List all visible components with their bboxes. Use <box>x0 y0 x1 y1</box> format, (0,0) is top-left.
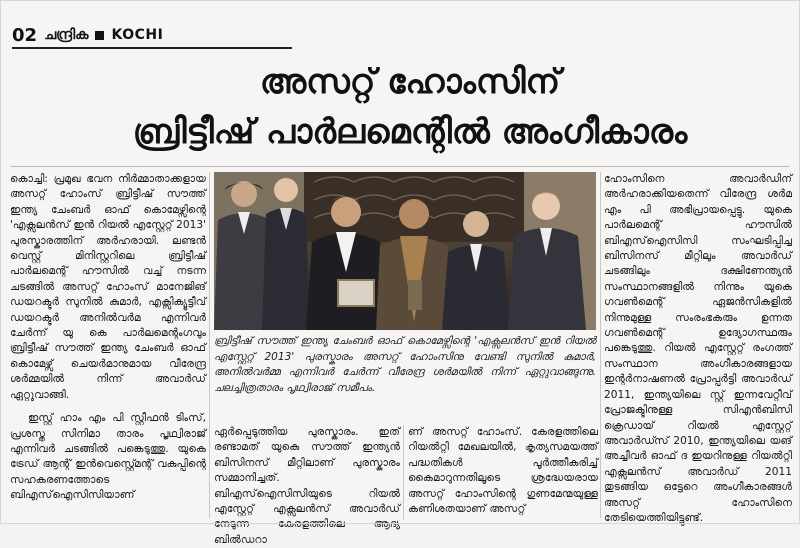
separator-square-icon <box>95 31 104 40</box>
article-column-4 <box>604 172 792 524</box>
column-rule <box>403 425 404 520</box>
article-column-2 <box>214 425 400 546</box>
edition-name: KOCHI <box>111 27 164 43</box>
article-paragraph: ണ് അസറ്റ് ഹോംസ്. കേരളത്തിലെ റിയൽറ്റി മേഖലയിൽ, കൃത്യസമയത്ത് പദ്ധതികൾ പൂർത്തീകരിച്ച് കൈമാറുന്നതിലൂടെ ശ്രദ്ധേയരായ അസറ്റ് ഹോംസിന്റെ ഗുണമേന്മയുള്ള കണിശതയാണ് അസറ്റ് <box>408 426 598 516</box>
article-column-1 <box>10 172 206 518</box>
headline-line-2: ബ്രിട്ടീഷ് പാർലമെന്റിൽ അംഗീകാരം <box>132 112 688 152</box>
photo-caption: ബ്രിട്ടീഷ് സൗത്ത് ഇന്ത്യ ചേംബർ ഓഫ് കൊമേഴ്സിന്റെ 'എക്സലൻസ് ഇൻ റിയൽ എസ്റ്റേറ്റ് 2013' പുരസ്കാരം അസറ്റ് ഹോംസിനു വേണ്ടി സുനിൽ കുമാർ, അനിൽവർമ്മ എന്നിവർ ചേർന്ന് വീരേന്ദ്ര ശർമയിൽ നിന്ന് ഏറ്റുവാങ്ങുന്നു. ചലച്ചിത്രതാരം പൃഥ്വിരാജ് സമീപം. <box>214 335 596 394</box>
article-paragraph: ഹോംസിനെ അവാർഡിന് അർഹരാക്കിയതെന്ന് വീരേന്ദ്ര ശർമ എം പി അഭിപ്രായപ്പെട്ടു. യുകെ പാർലമെന്റ് ഹൗസിൽ ബിഎസ്ഐസിസി സംഘടിപ്പിച്ച ബിസിനസ് മീറ്റിലും അവാർഡ് ചടങ്ങിലും ദക്ഷിണേന്ത്യൻ സംസ്ഥാനങ്ങളിൽ നിന്നും യുകെ ഗവൺമെന്റ് ഏജൻസികളിൽ നിന്നുമുള്ള സംരംഭകരും ഉന്നത ഗവൺമെന്റ് ഉദ്യോഗസ്ഥരും പങ്കെടുത്തു. റിയൽ എസ്റ്റേറ്റ് രംഗത്ത് സംസ്ഥാന അംഗീകാരങ്ങളായ ഇന്റർനാഷണൽ പ്രോപ്പർട്ടി അവാർഡ് 2011, ഇന്ത്യയിലെ സ്റ്റ് ഇന്നവേറ്റീവ് പ്രോജക്ടിനുള്ള സിഎൻബിസി ക്രെഡായ് റിയൽ എസ്റ്റേറ്റ് അവാർഡ്സ് 2010, ഇന്ത്യയിലെ യങ് അച്ചീവർ ഓഫ് ദ ഇയറിനുള്ള റിയൽറ്റി എക്സലൻസ് അവാർഡ് 2011 തുടങ്ങിയ ഒട്ടേറെ അംഗീകാരങ്ങൾ അസറ്റ് ഹോംസിനെ തേടിയെത്തിയിട്ടുണ്ട്. <box>604 173 792 524</box>
column-rule <box>209 172 210 518</box>
headline-line-1: അസറ്റ് ഹോംസിന് <box>259 62 561 102</box>
newspaper-name: ചന്ദ്രിക <box>44 27 89 43</box>
masthead <box>12 24 163 46</box>
article-column-3 <box>408 425 598 520</box>
masthead-rule <box>12 47 292 49</box>
column-rule <box>600 172 601 518</box>
article-paragraph: ഏർപ്പെടുത്തിയ പുരസ്കാരം. ഇത് രണ്ടാമത് യുകെ സൗത്ത് ഇന്ത്യൻ ബിസിനസ് മീറ്റിലാണ് പുരസ്കാരം സമ്മാനിച്ചത്. ബിഎസ്ഐസിസിയുടെ റിയൽ എസ്റ്റേറ്റ് എക്സലൻസ് അവാർഡ് നേടുന്ന കേരളത്തിലെ ആദ്യ ബിൽഡറാ <box>214 426 400 546</box>
article-paragraph: കൊച്ചി: പ്രമുഖ ഭവന നിർമ്മാതാക്കളായ അസറ്റ് ഹോംസ് ബ്രിട്ടീഷ് സൗത്ത് ഇന്ത്യ ചേംബർ ഓഫ് കൊമേഴ്സിന്റെ 'എക്സലൻസ് ഇൻ റിയൽ എസ്റ്റേറ്റ് 2013' പുരസ്കാരത്തിന് അർഹരായി. ലണ്ടൻ വെസ്റ്റ് മിനിസ്റ്ററിലെ ബ്രിട്ടീഷ് പാർലമെന്റ് ഹൗസിൽ വച്ച് നടന്ന ചടങ്ങിൽ അസറ്റ് ഹോംസ് മാനേജിങ് ഡയറക്ടർ സുനിൽ കുമാർ, എക്സിക്യൂട്ടീവ് ഡയറക്ടർ അനിൽവർമ എന്നിവർ ചേർന്ന് യു കെ പാർലമെന്റംഗവും ബ്രിട്ടീഷ് സൗത്ത് ഇന്ത്യ ചേംബർ ഓഫ് കൊമേഴ്സ് ചെയർമാനുമായ വീരേന്ദ്ര ശർമ്മയിൽ നിന്ന് അവാർഡ് ഏറ്റുവാങ്ങി. <box>10 173 206 401</box>
award-photo <box>214 172 596 330</box>
headline-rule <box>10 166 790 167</box>
article-paragraph: ഇസ്റ്റ് ഹാം എം പി സ്റ്റീഫൻ ടിംസ്, പ്രശസ്ത സിനിമാ താരം പൃഥ്വിരാജ് എന്നിവർ ചടങ്ങിൽ പങ്കെടുത്തു. യുകെ ട്രേഡ് ആന്റ് ഇൻവെസ്റ്റ്മെന്റ് വകുപ്പിന്റെ സഹകരണത്തോടെ ബിഎസ്ഐസിസിയാണ് <box>10 412 206 502</box>
headline <box>40 58 780 158</box>
page-number: 02 <box>12 24 38 46</box>
award-photo-image <box>214 172 596 330</box>
